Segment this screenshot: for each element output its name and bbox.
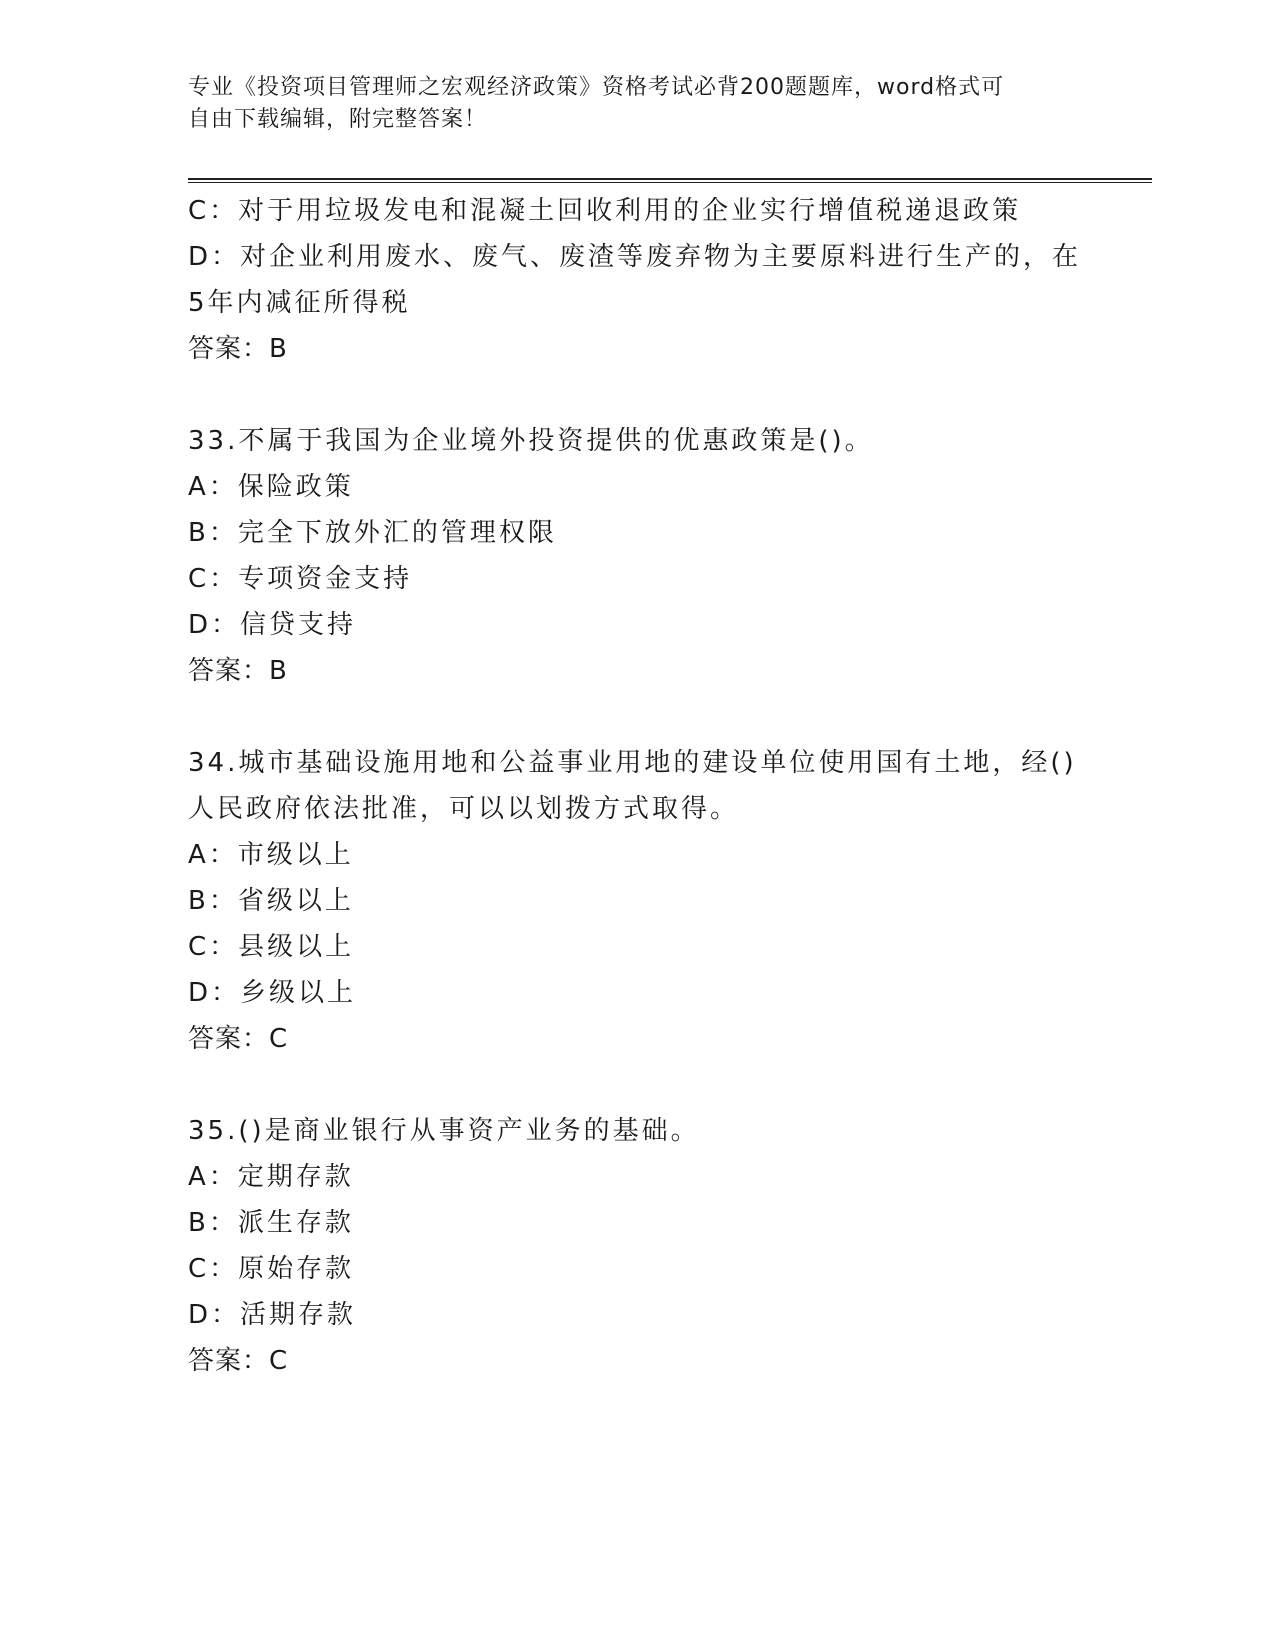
option-d: D：活期存款 — [188, 1300, 357, 1330]
question-34 — [188, 740, 1088, 1062]
option-a: A：市级以上 — [188, 840, 354, 870]
question-stem: 35.()是商业银行从事资产业务的基础。 — [188, 1116, 700, 1146]
question-stem: 33.不属于我国为企业境外投资提供的优惠政策是()。 — [188, 426, 874, 456]
previous-question-tail — [188, 188, 1088, 372]
option-c: C：专项资金支持 — [188, 564, 413, 594]
option-d: D：乡级以上 — [188, 978, 357, 1008]
option-a: A：保险政策 — [188, 472, 354, 502]
question-list — [188, 188, 1088, 1384]
option-d: D：信贷支持 — [188, 610, 357, 640]
question-stem: 34.城市基础设施用地和公益事业用地的建设单位使用国有土地，经() — [188, 748, 1077, 778]
answer-line: 答案：C — [188, 1346, 289, 1376]
option-b: B：完全下放外汇的管理权限 — [188, 518, 557, 548]
answer-line: 答案：C — [188, 1024, 289, 1054]
question-stem-continued: 人民政府依法批准，可以以划拨方式取得。 — [188, 794, 740, 824]
question-spacer — [188, 1062, 1088, 1108]
answer-line: 答案：B — [188, 334, 288, 364]
question-spacer — [188, 372, 1088, 418]
header-title-line-1: 专业《投资项目管理师之宏观经济政策》资格考试必背200题题库，word格式可 — [188, 75, 1005, 100]
option-d: D：对企业利用废水、废气、废渣等废弃物为主要原料进行生产的，在 — [188, 242, 1082, 272]
option-c: C：对于用垃圾发电和混凝土回收利用的企业实行增值税递退政策 — [188, 196, 1022, 226]
document-header — [188, 72, 1088, 136]
question-33 — [188, 418, 1088, 694]
option-b: B：省级以上 — [188, 886, 354, 916]
option-c: C：原始存款 — [188, 1254, 355, 1284]
question-35 — [188, 1108, 1088, 1384]
question-spacer — [188, 694, 1088, 740]
header-title-line-2: 自由下载编辑，附完整答案！ — [188, 107, 488, 132]
option-b: B：派生存款 — [188, 1208, 354, 1238]
option-d-continued: 5年内减征所得税 — [188, 288, 411, 318]
header-divider — [188, 178, 1152, 183]
answer-line: 答案：B — [188, 656, 288, 686]
option-c: C：县级以上 — [188, 932, 355, 962]
option-a: A：定期存款 — [188, 1162, 354, 1192]
